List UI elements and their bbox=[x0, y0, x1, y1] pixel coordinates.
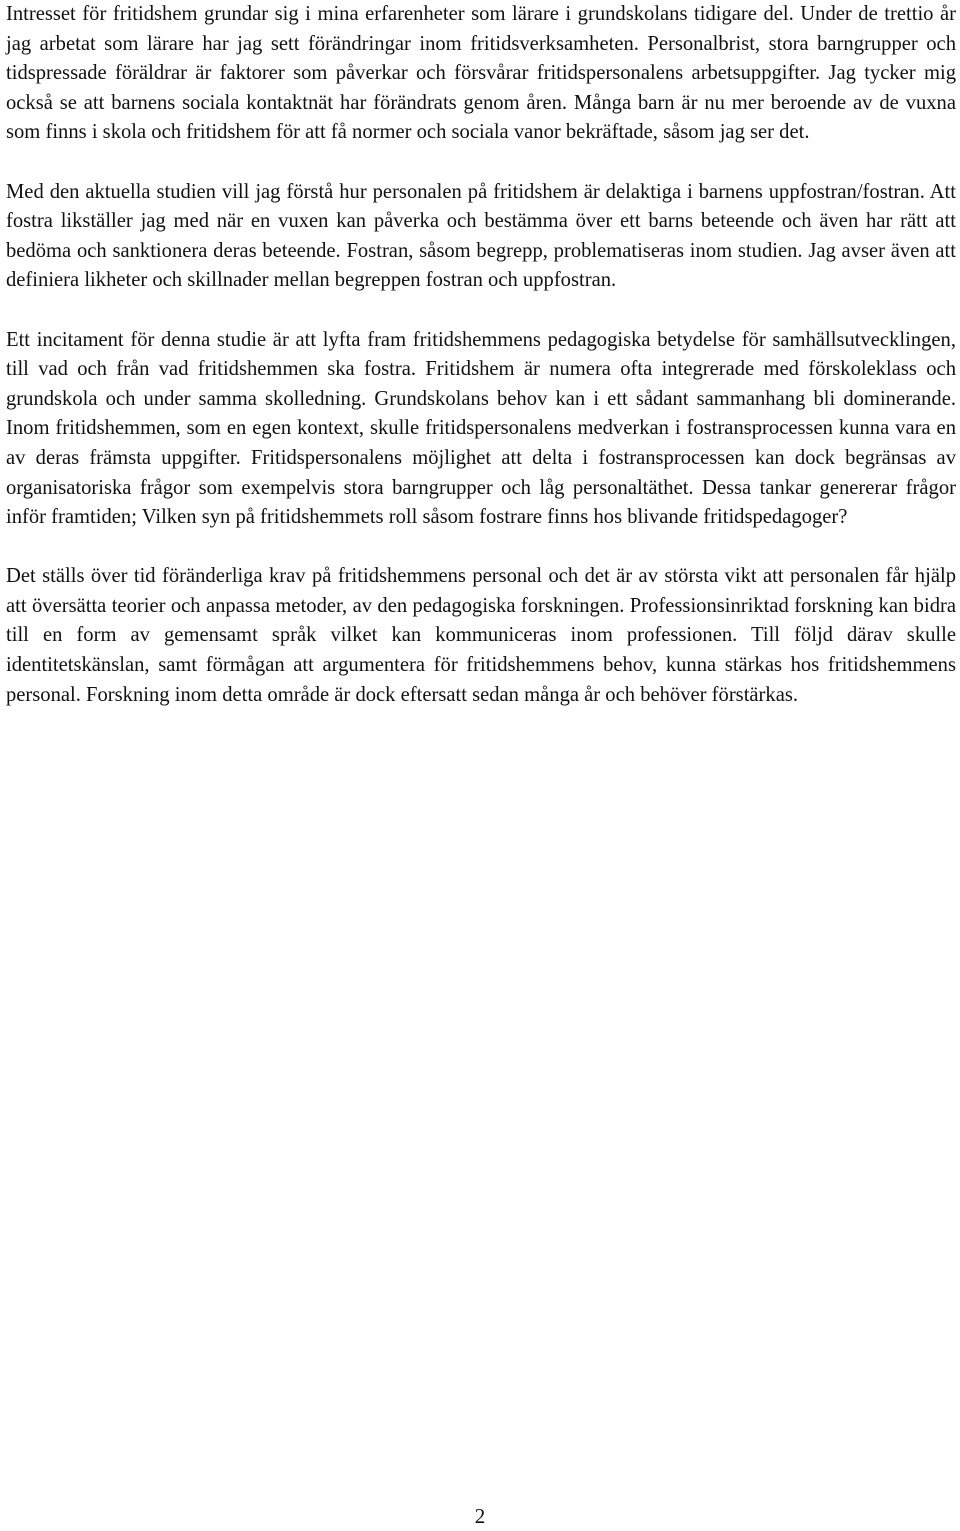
paragraph-intro: Intresset för fritidshem grundar sig i mina erfarenheter som lärare i grundskolans tidigare del. Under de trettio år jag arbetat som lärare har jag sett förändringar inom fritidsverksamheten. Personalbrist, stora barngrupper och tidspressade föräldrar är faktorer som påverkar och försvårar fritidspersonalens arbetsuppgifter. Jag tycker mig också se att barnens sociala kontaktnät har förändrats genom åren. Många barn är nu mer beroende av de vuxna som finns i skola och fritidshem för att få normer och sociala vanor bekräftade, såsom jag ser det. bbox=[6, 3, 956, 144]
paragraph-research-need: Det ställs över tid föränderliga krav på fritidshemmens personal och det är av största vikt att personalen får hjälp att översätta teorier och anpassa metoder, av den pedagogiska forskningen. Professionsinriktad forskning kan bidra till en form av gemensamt språk vilket kan kommuniceras inom professionen. Till följd därav skulle identitetskänslan, samt förmågan att argumentera för fritidshemmens behov, kunna stärkas hos fritidshemmens personal. Forskning inom detta område är dock eftersatt sedan många år och behöver förstärkas. bbox=[6, 565, 956, 706]
body-text bbox=[6, 0, 956, 710]
paragraph-incentive: Ett incitament för denna studie är att lyfta fram fritidshemmens pedagogiska betydelse för samhällsutvecklingen, till vad och från vad fritidshemmen ska fostra. Fritidshem är numera ofta integrerade med förskoleklass och grundskola och under samma skolledning. Grundskolans behov kan i ett sådant sammanhang bli dominerande. Inom fritidshemmen, som en egen kontext, skulle fritidspersonalens medverkan i fostransprocessen kunna vara en av deras främsta uppgifter. Fritidspersonalens möjlighet att delta i fostransprocessen kan dock begränsas av organisatoriska frågor som exempelvis stora barngrupper och låg personaltäthet. Dessa tankar genererar frågor inför framtiden; Vilken syn på fritidshemmets roll såsom fostrare finns hos blivande fritidspedagoger? bbox=[6, 328, 956, 529]
paragraph-study-aim: Med den aktuella studien vill jag förstå hur personalen på fritidshem är delaktiga i barnens uppfostran/fostran. Att fostra likställer jag med när en vuxen kan påverka och bestämma över ett barns beteende och även har rätt att bedöma och sanktionera deras beteende. Fostran, såsom begrepp, problematiseras inom studien. Jag avser även att definiera likheter och skillnader mellan begreppen fostran och uppfostran. bbox=[6, 180, 956, 292]
page-number: 2 bbox=[474, 1504, 486, 1528]
